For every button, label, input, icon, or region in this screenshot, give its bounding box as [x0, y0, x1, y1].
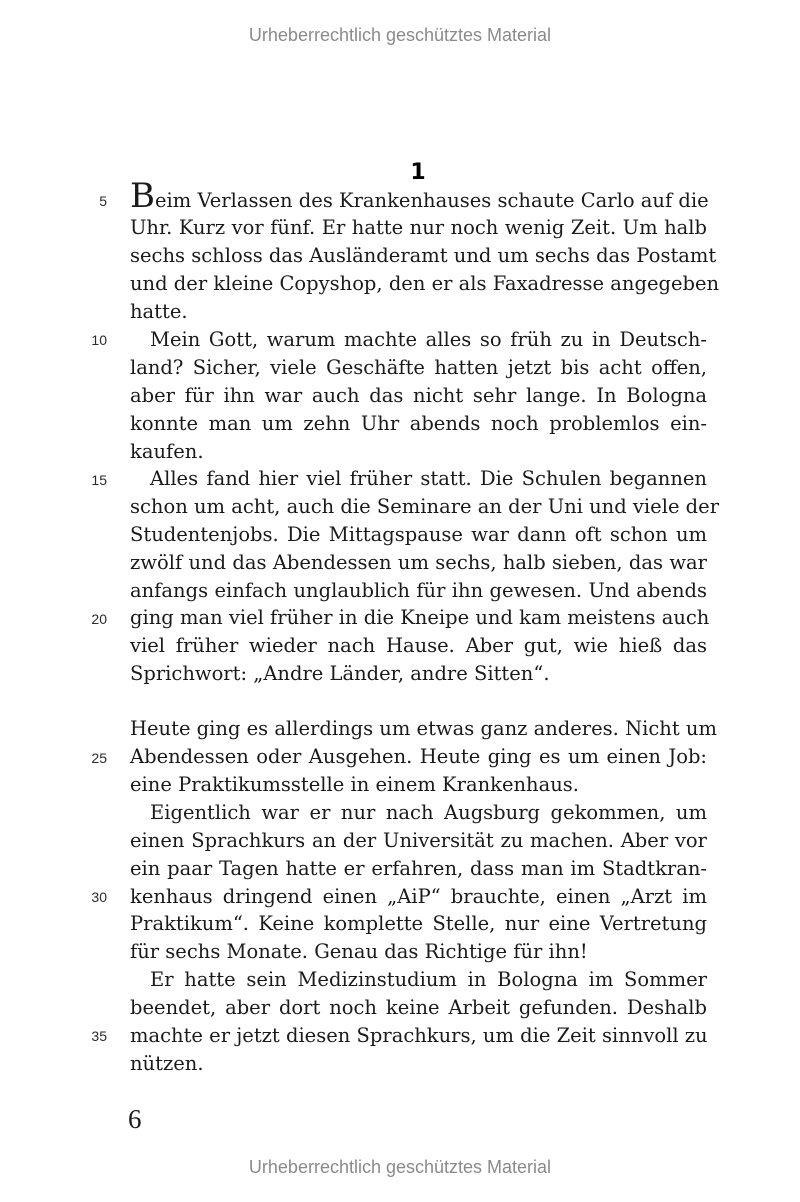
copyright-watermark-top: Urheberrechtlich geschütztes Material: [248, 25, 552, 45]
text-line-21: eine Praktikumsstelle in einem Krankenhaus.: [130, 773, 579, 796]
line-number-35: 35: [91, 1028, 107, 1044]
text-line-18: Sprichwort: „Andre Länder, andre Sitten“.: [130, 662, 550, 685]
text-line-12: schon um acht, auch die Seminare an der Uni und viele der: [130, 495, 720, 518]
text-line-1-rest: eim Verlassen des Krankenhauses schaute Carlo auf die: [155, 189, 709, 212]
text-line-4: und der kleine Copyshop, den er als Faxadresse angegeben: [130, 272, 720, 295]
text-line-5: hatte.: [130, 300, 188, 323]
line-number-20: 20: [91, 611, 107, 627]
text-line-20: Abendessen oder Ausgehen. Heute ging es um einen Job:: [130, 745, 707, 768]
text-line-15: anfangs einfach unglaublich für ihn gewesen. Und abends: [130, 579, 707, 602]
page-number: 6: [128, 1104, 142, 1134]
text-line-29: beendet, aber dort noch keine Arbeit gefunden. Deshalb: [130, 996, 707, 1019]
text-line-16: ging man viel früher in die Kneipe und kam meistens auch: [130, 606, 710, 629]
text-line-7: land? Sicher, viele Geschäfte hatten jetzt bis acht offen,: [130, 356, 707, 379]
text-line-24: ein paar Tagen hatte er erfahren, dass man im Stadtkran-: [130, 857, 707, 880]
text-line-6: Mein Gott, warum machte alles so früh zu in Deutsch-: [150, 328, 707, 351]
line-number-30: 30: [91, 889, 107, 905]
drop-cap: B: [130, 176, 155, 216]
text-line-11: Alles fand hier viel früher statt. Die Schulen begannen: [150, 467, 707, 490]
line-number-25: 25: [91, 750, 107, 766]
text-line-1: [130, 176, 709, 216]
text-line-14: zwölf und das Abendessen um sechs, halb sieben, das war: [130, 551, 707, 574]
text-line-31: nützen.: [130, 1052, 204, 1075]
chapter-number: 1: [410, 160, 426, 185]
line-number-5: 5: [99, 193, 107, 209]
text-line-26: Praktikum“. Keine komplette Stelle, nur eine Vertretung: [130, 912, 707, 935]
text-line-2: Uhr. Kurz vor fünf. Er hatte nur noch wenig Zeit. Um halb: [130, 216, 707, 239]
line-number-15: 15: [91, 472, 107, 488]
text-line-17: viel früher wieder nach Hause. Aber gut, wie hieß das: [130, 634, 707, 657]
line-number-10: 10: [91, 332, 107, 348]
text-line-23: einen Sprachkurs an der Universität zu machen. Aber vor: [130, 829, 707, 852]
text-line-27: für sechs Monate. Genau das Richtige für ihn!: [130, 940, 588, 963]
text-line-8: aber für ihn war auch das nicht sehr lange. In Bologna: [130, 384, 707, 407]
text-line-28: Er hatte sein Medizinstudium in Bologna im Sommer: [150, 968, 707, 991]
copyright-watermark-bottom: Urheberrechtlich geschütztes Material: [248, 1157, 552, 1177]
text-line-10: kaufen.: [130, 440, 204, 463]
text-line-25: kenhaus dringend einen „AiP“ brauchte, einen „Arzt im: [130, 885, 707, 908]
text-line-30: machte er jetzt diesen Sprachkurs, um die Zeit sinnvoll zu: [130, 1024, 708, 1047]
text-line-3: sechs schloss das Ausländeramt und um sechs das Postamt: [130, 244, 717, 267]
text-line-22: Eigentlich war er nur nach Augsburg gekommen, um: [150, 801, 707, 824]
text-line-13: Studentenjobs. Die Mittagspause war dann oft schon um: [130, 523, 707, 546]
text-line-19: Heute ging es allerdings um etwas ganz anderes. Nicht um: [130, 717, 717, 740]
text-line-9: konnte man um zehn Uhr abends noch problemlos ein-: [130, 412, 707, 435]
